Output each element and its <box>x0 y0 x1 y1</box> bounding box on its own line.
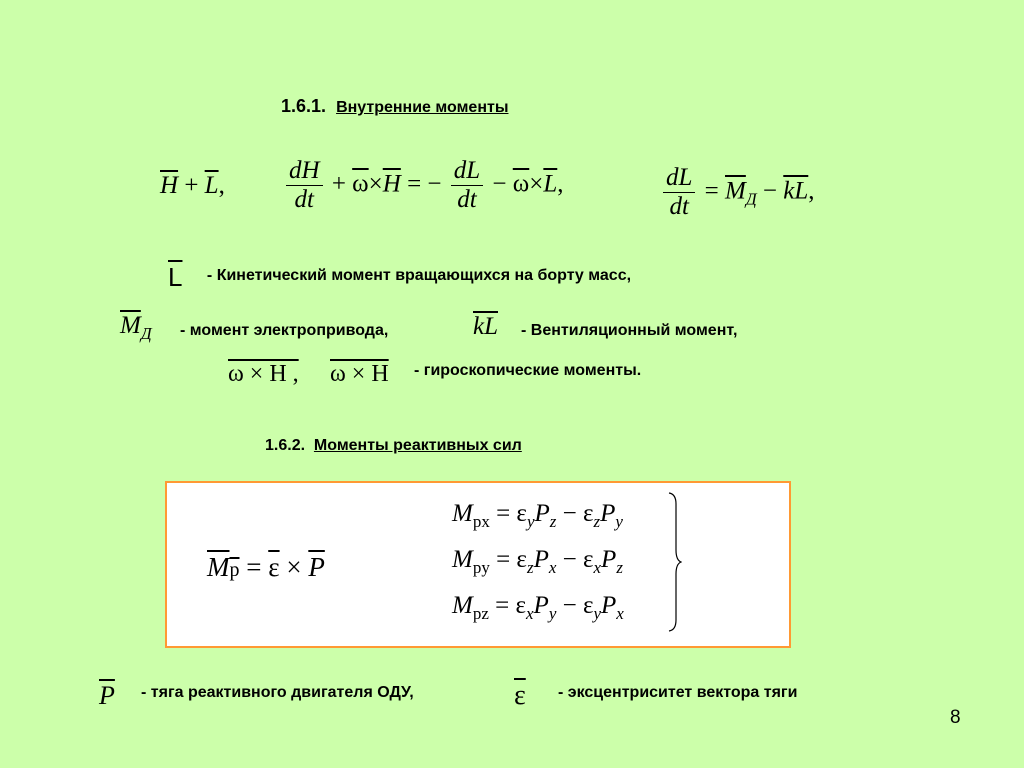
row-z-m-sub: рz <box>472 604 489 623</box>
formula-dl-dt-equation <box>660 165 815 221</box>
bottom-p: $\overline{P}$ <box>99 681 115 710</box>
mp-times: × <box>286 552 302 582</box>
h-symbol: $\overline{H}$ <box>382 170 401 198</box>
comma-2: , <box>557 170 564 198</box>
minus-sign-3: − <box>762 177 778 205</box>
gyro-formula-1-text: ω × H , <box>228 361 299 387</box>
section-1-number: 1.6.1. <box>281 96 327 116</box>
formula-plus-sign: + <box>184 172 199 199</box>
gyro-formula-2-text: ω × H <box>330 361 389 387</box>
row-y-s4: z <box>616 558 623 577</box>
bottom-eps-symbol <box>514 680 526 712</box>
m-symbol: $\overline{M}$ <box>725 177 746 205</box>
kl-text-symbol: $\overline{kL}$ <box>473 313 498 340</box>
row-y-p1: P <box>533 546 549 573</box>
definition-l-text: - Кинетический момент вращающихся на борту масс, <box>206 267 632 284</box>
row-z-minus: − ε <box>562 592 594 619</box>
mp-sub: р <box>229 559 240 581</box>
omega-symbol-2: $\overline{\omega}$ <box>512 170 530 198</box>
row-x-s4: y <box>615 512 623 531</box>
row-x-p1: P <box>534 500 550 527</box>
times-sign-2: × <box>529 170 544 198</box>
row-z-p2: P <box>601 592 617 619</box>
definition-kl-text: - Вентиляционный момент, <box>521 322 738 339</box>
definition-md-text: - момент электропривода, <box>180 322 389 339</box>
gyro-formula-1 <box>228 361 299 388</box>
row-x-m: M <box>452 500 473 527</box>
comma-3: , <box>808 177 815 205</box>
md-sub: Д <box>140 324 152 343</box>
formula-l-symbol: $\overline{L}$ <box>204 172 219 199</box>
row-y-s1: z <box>526 558 534 577</box>
section-2-heading <box>265 437 522 455</box>
row-x-minus: − ε <box>562 500 594 527</box>
system-row-z <box>452 592 624 624</box>
row-y-minus: − ε <box>562 546 594 573</box>
section-1-heading <box>281 96 508 117</box>
row-y-m: M <box>452 546 473 573</box>
fraction-dl-denominator: dt <box>457 186 477 214</box>
row-y-s3: x <box>593 558 602 577</box>
omega-symbol: $\overline{\omega}$ <box>352 170 369 198</box>
bottom-p-symbol <box>99 681 115 711</box>
formula-h-plus-l <box>160 172 225 200</box>
times-sign: × <box>368 170 383 198</box>
row-z-m: M <box>452 592 473 619</box>
formula-h-symbol: $\overline{H}$ <box>160 172 179 199</box>
row-z-s4: x <box>616 604 624 623</box>
row-z-s3: y <box>593 604 602 623</box>
system-row-x <box>452 500 623 532</box>
reactive-moment-formula <box>207 552 325 583</box>
bottom-p-text: - тяга реактивного двигателя ОДУ, <box>141 684 414 701</box>
row-y-eq: = ε <box>496 546 527 573</box>
row-z-s2: y <box>548 604 557 623</box>
section-2-number: 1.6.2. <box>265 437 306 454</box>
section-1-title: Внутренние моменты <box>336 99 509 116</box>
fraction-dl-dt <box>451 158 483 214</box>
formula-comma: , <box>218 172 225 199</box>
row-x-s1: y <box>526 512 535 531</box>
mp-m: $\overline{M}$ <box>207 552 230 582</box>
right-brace-icon <box>668 492 682 632</box>
row-y-m-sub: рy <box>472 558 490 577</box>
fraction-dl-denominator-2: dt <box>669 193 689 221</box>
bottom-eps: $\overline{\varepsilon}$ <box>514 680 526 711</box>
fraction-dh-dt <box>286 158 323 214</box>
row-y-s2: x <box>548 558 557 577</box>
row-x-s3: z <box>593 512 601 531</box>
definition-l-symbol: $\overline{L}$ <box>168 262 183 292</box>
row-x-p2: P <box>600 500 616 527</box>
fraction-dl-dt-2 <box>663 165 695 221</box>
l-symbol: $\overline{L}$ <box>543 170 558 198</box>
equals-sign: = <box>704 177 719 205</box>
row-z-eq: = ε <box>495 592 526 619</box>
row-z-p1: P <box>533 592 549 619</box>
mp-equals: = <box>246 552 262 582</box>
minus-sign: − <box>492 170 507 198</box>
formula-derivative-equation <box>283 158 564 214</box>
bottom-eps-text: - эксцентриситет вектора тяги <box>558 684 798 701</box>
fraction-dl-numerator: dL <box>451 158 483 186</box>
kl-symbol: $\overline{kL}$ <box>783 177 809 205</box>
row-y-p2: P <box>601 546 617 573</box>
definition-kl-symbol <box>473 313 498 341</box>
plus-sign: + <box>331 170 346 198</box>
md-m: $\overline{M}$ <box>120 312 141 339</box>
fraction-dh-numerator: dH <box>286 158 323 186</box>
definition-md-symbol <box>120 312 152 344</box>
gyro-formula-2 <box>330 361 389 388</box>
page-number: 8 <box>950 707 961 728</box>
row-x-m-sub: рx <box>472 512 490 531</box>
mp-p: $\overline{P}$ <box>308 552 325 582</box>
section-2-title: Моменты реактивных сил <box>313 437 522 454</box>
fraction-dh-denominator: dt <box>294 186 314 214</box>
gyro-text: - гироскопические моменты. <box>414 362 642 379</box>
row-x-s2: z <box>549 512 557 531</box>
system-row-y <box>452 546 623 578</box>
definition-l-row <box>168 262 631 293</box>
fraction-dl-numerator-2: dL <box>663 165 695 193</box>
row-z-s1: x <box>525 604 534 623</box>
row-x-eq: = ε <box>496 500 527 527</box>
equals-minus: = − <box>407 170 442 198</box>
mp-eps: $\overline{\varepsilon}$ <box>268 552 280 582</box>
m-subscript: Д <box>745 189 757 209</box>
